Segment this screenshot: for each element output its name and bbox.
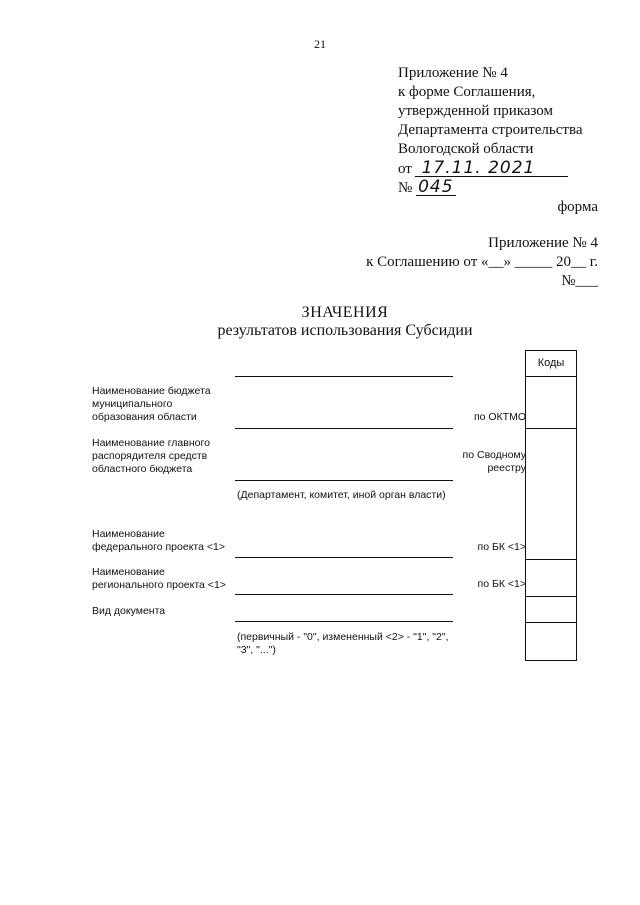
- order-number-row: [398, 178, 628, 197]
- codes-separator: [525, 376, 577, 377]
- federal-project-field[interactable]: [235, 557, 453, 558]
- admin-hint: (Департамент, комитет, иной орган власти): [237, 489, 446, 501]
- form-label: форма: [557, 199, 598, 215]
- budget-name-label: Наименование бюджета муниципального образования области: [92, 385, 211, 423]
- budget-name-field[interactable]: [235, 428, 453, 429]
- regional-bk-label: по БК <1>: [477, 578, 526, 590]
- federal-project-label: Наименование федерального проекта <1>: [92, 528, 225, 553]
- page-number: 21: [314, 37, 326, 51]
- admin-name-field[interactable]: [235, 480, 453, 481]
- codes-separator: [525, 428, 577, 429]
- admin-name-label: Наименование главного распорядителя средств областного бюджета: [92, 437, 210, 475]
- appendix2-line-3: №___: [561, 273, 598, 289]
- regional-project-field[interactable]: [235, 594, 453, 595]
- appendix2-line-1: Приложение № 4: [488, 235, 598, 251]
- number-prefix: №: [398, 180, 413, 196]
- codes-separator: [525, 559, 577, 560]
- order-number-handwritten: 045: [418, 177, 454, 197]
- codes-separator: [525, 596, 577, 597]
- approval-date-row: [398, 159, 628, 178]
- codes-column: [525, 350, 577, 661]
- registry-label: по Сводному реестру: [462, 449, 526, 474]
- date-prefix: от: [398, 161, 412, 177]
- codes-separator: [525, 622, 577, 623]
- number-underline: [416, 195, 456, 196]
- federal-bk-label: по БК <1>: [477, 541, 526, 553]
- appendix-agreement: [278, 234, 598, 291]
- oktmo-label: по ОКТМО: [473, 411, 526, 423]
- appendix-line-2: к форме Соглашения,: [398, 84, 536, 100]
- top-field-line: [235, 376, 453, 377]
- appendix2-line-2: к Соглашению от «__» _____ 20__ г.: [366, 254, 598, 270]
- appendix-line-4: Департамента строительства: [398, 122, 583, 138]
- document-type-field[interactable]: [235, 621, 453, 622]
- document-title: ЗНАЧЕНИЯ: [301, 304, 389, 321]
- document-type-label: Вид документа: [92, 605, 166, 617]
- appendix-line-5: Вологодской области: [398, 141, 534, 157]
- document-subtitle: результатов использования Субсидии: [217, 322, 473, 339]
- appendix-line-1: Приложение № 4: [398, 65, 508, 81]
- appendix-header: [398, 64, 628, 197]
- appendix-line-3: утвержденной приказом: [398, 103, 554, 119]
- codes-header: Коды: [537, 357, 565, 369]
- regional-project-label: Наименование регионального проекта <1>: [92, 566, 226, 591]
- document-type-hint: (первичный - "0", измененный <2> - "1", "2", "3", "..."): [237, 631, 449, 656]
- approval-date-handwritten: 17.11. 2021: [421, 158, 536, 178]
